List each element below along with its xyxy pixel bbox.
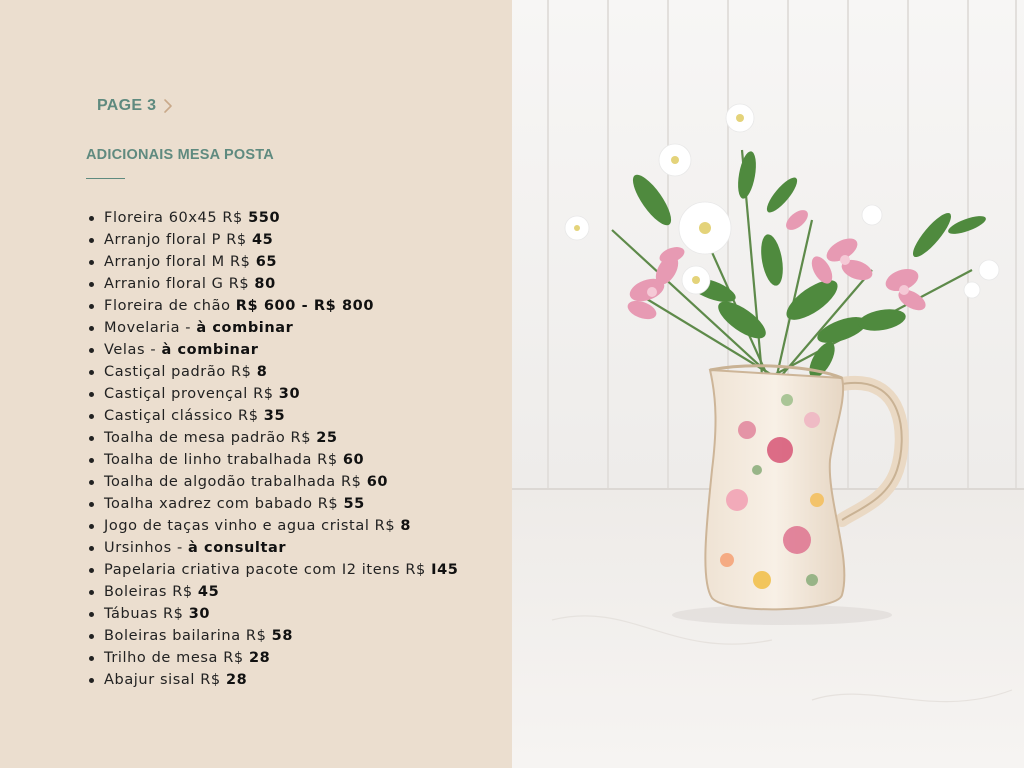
item-label: Arranio floral G R$ xyxy=(104,276,255,292)
item-price: 30 xyxy=(188,606,211,622)
item-label: Toalha de linho trabalhada R$ xyxy=(104,452,343,468)
item-label: Toalha de mesa padrão R$ xyxy=(104,430,317,446)
item-price: 35 xyxy=(263,408,286,424)
item-price: 45 xyxy=(197,584,220,600)
list-item xyxy=(86,515,458,537)
item-price: 65 xyxy=(255,254,278,270)
item-label: Castiçal clássico R$ xyxy=(104,408,264,424)
item-label: Toalha de algodão trabalhada R$ xyxy=(104,474,367,490)
list-item xyxy=(86,559,458,581)
list-item xyxy=(86,647,458,669)
list-item xyxy=(86,273,458,295)
item-price: 80 xyxy=(254,276,276,292)
item-price: 25 xyxy=(316,430,338,446)
item-price: 550 xyxy=(248,210,281,226)
item-label: Floreira de chão xyxy=(104,298,236,314)
item-price: 28 xyxy=(225,672,248,688)
item-label: Ursinhos - xyxy=(104,540,189,556)
flower-vase-photo xyxy=(512,0,1024,768)
list-item xyxy=(86,471,458,493)
item-price: à combinar xyxy=(161,342,259,358)
list-item xyxy=(86,669,458,691)
item-label: Velas - xyxy=(104,342,162,358)
list-item xyxy=(86,317,458,339)
item-price: à consultar xyxy=(188,540,287,556)
chevron-right-icon xyxy=(162,98,174,114)
item-label: Tábuas R$ xyxy=(104,606,189,622)
list-item xyxy=(86,207,458,229)
list-item xyxy=(86,449,458,471)
item-price: 58 xyxy=(271,628,294,644)
section-title: ADICIONAIS MESA POSTA xyxy=(86,147,274,163)
item-price: 8 xyxy=(256,364,268,380)
title-underline xyxy=(86,178,125,179)
item-label: Toalha xadrez com babado R$ xyxy=(104,496,344,512)
list-item xyxy=(86,405,458,427)
item-label: Trilho de mesa R$ xyxy=(104,650,249,666)
item-price: 8 xyxy=(400,518,412,534)
list-item xyxy=(86,427,458,449)
item-label: Movelaria - xyxy=(104,320,197,336)
list-item xyxy=(86,625,458,647)
item-price: I45 xyxy=(431,562,459,578)
list-item xyxy=(86,361,458,383)
item-price: R$ 600 - R$ 800 xyxy=(235,298,375,314)
list-item xyxy=(86,339,458,361)
list-item xyxy=(86,493,458,515)
list-item xyxy=(86,581,458,603)
list-item xyxy=(86,383,458,405)
list-item xyxy=(86,603,458,625)
item-label: Abajur sisal R$ xyxy=(104,672,226,688)
item-label: Boleiras bailarina R$ xyxy=(104,628,272,644)
item-label: Arranjo floral P R$ xyxy=(104,232,252,248)
item-label: Castiçal padrão R$ xyxy=(104,364,257,380)
item-label: Arranjo floral M R$ xyxy=(104,254,256,270)
item-label: Jogo de taças vinho e agua cristal R$ xyxy=(104,518,401,534)
page-3-link[interactable] xyxy=(97,97,174,115)
item-label: Papelaria criativa pacote com I2 itens R$ xyxy=(104,562,432,578)
item-price: 45 xyxy=(251,232,274,248)
item-price: à combinar xyxy=(196,320,294,336)
list-item xyxy=(86,229,458,251)
item-price: 30 xyxy=(278,386,301,402)
item-price: 60 xyxy=(366,474,389,490)
list-item xyxy=(86,251,458,273)
item-label: Boleiras R$ xyxy=(104,584,198,600)
item-label: Castiçal provençal R$ xyxy=(104,386,279,402)
item-price: 60 xyxy=(342,452,365,468)
list-item xyxy=(86,537,458,559)
item-label: Floreira 60x45 R$ xyxy=(104,210,249,226)
price-list xyxy=(86,207,458,691)
item-price: 55 xyxy=(343,496,365,512)
page-link-label: PAGE 3 xyxy=(97,97,157,114)
item-price: 28 xyxy=(248,650,271,666)
list-item xyxy=(86,295,458,317)
